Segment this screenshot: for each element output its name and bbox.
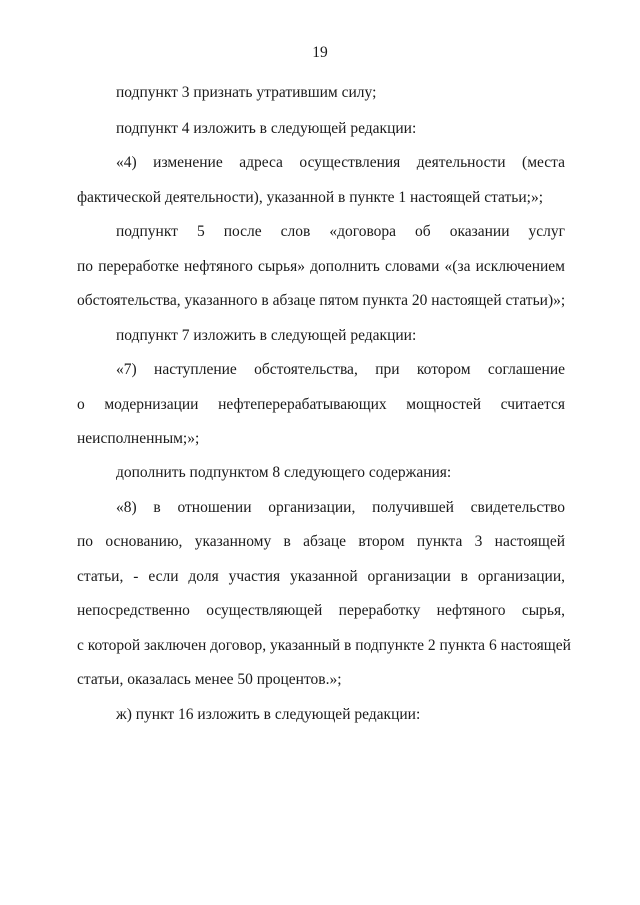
text-line: подпункт 5 после слов «договора об оказании услуг <box>116 223 565 240</box>
text-line: по переработке нефтяного сырья» дополнить словами «(за исключением <box>77 258 565 275</box>
text-line: «8) в отношении организации, получившей свидетельство <box>116 499 565 516</box>
text-line: по основанию, указанному в абзаце втором пункта 3 настоящей <box>77 533 565 550</box>
text-line: обстоятельства, указанного в абзаце пятом пункта 20 настоящей статьи)»; <box>77 292 566 309</box>
text-line: подпункт 3 признать утратившим силу; <box>116 84 377 101</box>
text-line: неисполненным;»; <box>77 430 200 447</box>
text-line: дополнить подпунктом 8 следующего содержания: <box>116 464 452 481</box>
text-line: с которой заключен договор, указанный в подпункте 2 пункта 6 настоящей <box>77 637 571 654</box>
text-line: статьи, оказалась менее 50 процентов.»; <box>77 671 342 688</box>
text-line: подпункт 7 изложить в следующей редакции: <box>116 327 417 344</box>
text-line: ж) пункт 16 изложить в следующей редакции: <box>116 706 421 723</box>
page-number: 19 <box>312 44 328 61</box>
text-line: фактической деятельности), указанной в пункте 1 настоящей статьи;»; <box>77 189 544 206</box>
text-line: о модернизации нефтеперерабатывающих мощностей считается <box>77 396 565 413</box>
text-line: «7) наступление обстоятельства, при котором соглашение <box>116 361 565 378</box>
text-line: статьи, - если доля участия указанной организации в организации, <box>77 568 565 585</box>
text-line: непосредственно осуществляющей переработку нефтяного сырья, <box>77 602 565 619</box>
text-line: подпункт 4 изложить в следующей редакции: <box>116 120 417 137</box>
text-line: «4) изменение адреса осуществления деятельности (места <box>116 154 565 171</box>
